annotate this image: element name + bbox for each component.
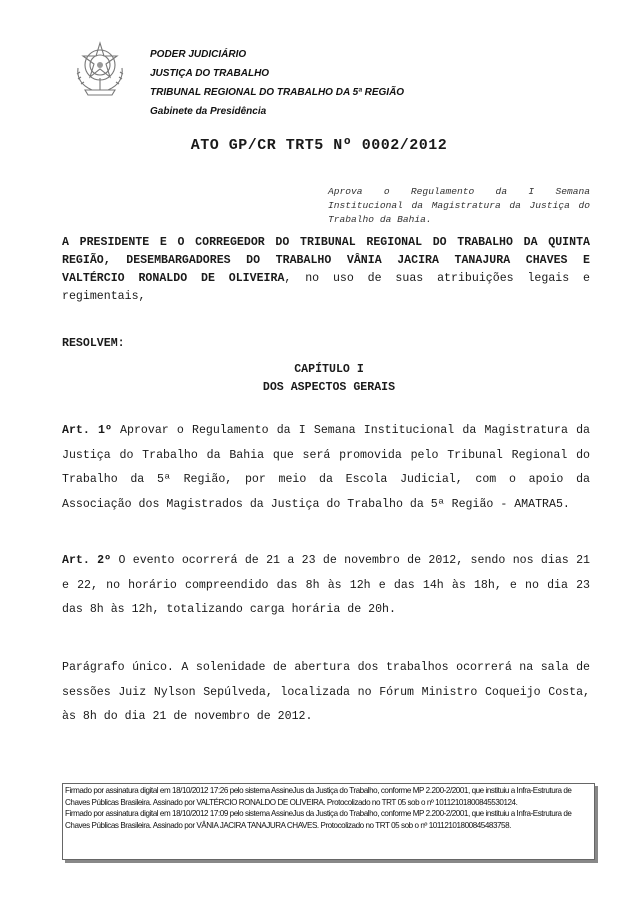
ementa: Aprova o Regulamento da I Semana Institucional da Magistratura da Justiça do Trabalho da Bahia. [328,186,590,225]
signature-1: Firmado por assinatura digital em 18/10/2012 17:26 pelo sistema AssineJus da Justiça do Trabalho, conforme MP 2.200-2/2001, que instituiu a Infra-Estrutura de Chaves Públicas Brasileira. Assinado por VALTÉRCIO RONALDO DE OLIVEIRA. Protocolizado no TRT 05 sob o nº 10112101800845530124. [65,786,572,807]
resolvem-heading: RESOLVEM: [62,337,125,350]
article-2 [62,549,590,623]
chapter-number: CAPÍTULO I [294,363,364,376]
article-2-label: Art. 2º [62,554,112,567]
header-line-justica: JUSTIÇA DO TRABALHO [150,68,270,79]
header-line-gabinete: Gabinete da Presidência [150,106,267,117]
article-1-label: Art. 1º [62,424,112,437]
chapter-title: DOS ASPECTOS GERAIS [262,381,396,394]
preamble-rest: , no uso de suas atribuições legais e regimentais, [62,272,590,303]
preamble [62,234,590,306]
institution-header [150,45,404,121]
preamble-bold: A PRESIDENTE E O CORREGEDOR DO TRIBUNAL REGIONAL DO TRABALHO DA QUINTA REGIÃO, DESEMBARGADORES DO TRABALHO VÂNIA JACIRA TANAJURA CHAVES E VALTÉRCIO RONALDO DE OLIVEIRA [62,236,590,285]
paragraph-unico-text: Parágrafo único. A solenidade de abertura dos trabalhos ocorrerá na sala de sessões Juiz Nylson Sepúlveda, localizada no Fórum Ministro Coqueijo Costa, às 8h do dia 21 de novembro de 2012. [62,661,590,723]
header-line-tribunal: TRIBUNAL REGIONAL DO TRABALHO DA 5ª REGIÃO [150,87,405,98]
document-title: ATO GP/CR TRT5 Nº 0002/2012 [190,137,448,154]
paragraph-unico [62,656,590,730]
brasil-coat-of-arms-icon [70,38,130,98]
article-2-text: O evento ocorrerá de 21 a 23 de novembro de 2012, sendo nos dias 21 e 22, no horário compreendido das 8h às 12h e das 14h às 18h, e no dia 23 das 8h às 12h, totalizando carga horária de 20h. [62,554,590,616]
article-1 [62,419,590,517]
digital-signature-box [62,783,595,860]
article-1-text: Aprovar o Regulamento da I Semana Institucional da Magistratura da Justiça do Trabalho da Bahia que será promovida pelo Tribunal Regional do Trabalho da 5ª Região, por meio da Escola Judicial, com o apoio da Associação dos Magistrados da Justiça do Trabalho da 5ª Região - AMATRA5. [62,424,590,511]
header-line-poder: PODER JUDICIÁRIO [150,49,247,60]
signature-2: Firmado por assinatura digital em 18/10/2012 17:09 pelo sistema AssineJus da Justiça do Trabalho, conforme MP 2.200-2/2001, que instituiu a Infra-Estrutura de Chaves Públicas Brasileira. Assinado por VÂNIA JACIRA TANAJURA CHAVES. Protocolizado no TRT 05 sob o nº 10112101800845483758. [65,809,572,830]
